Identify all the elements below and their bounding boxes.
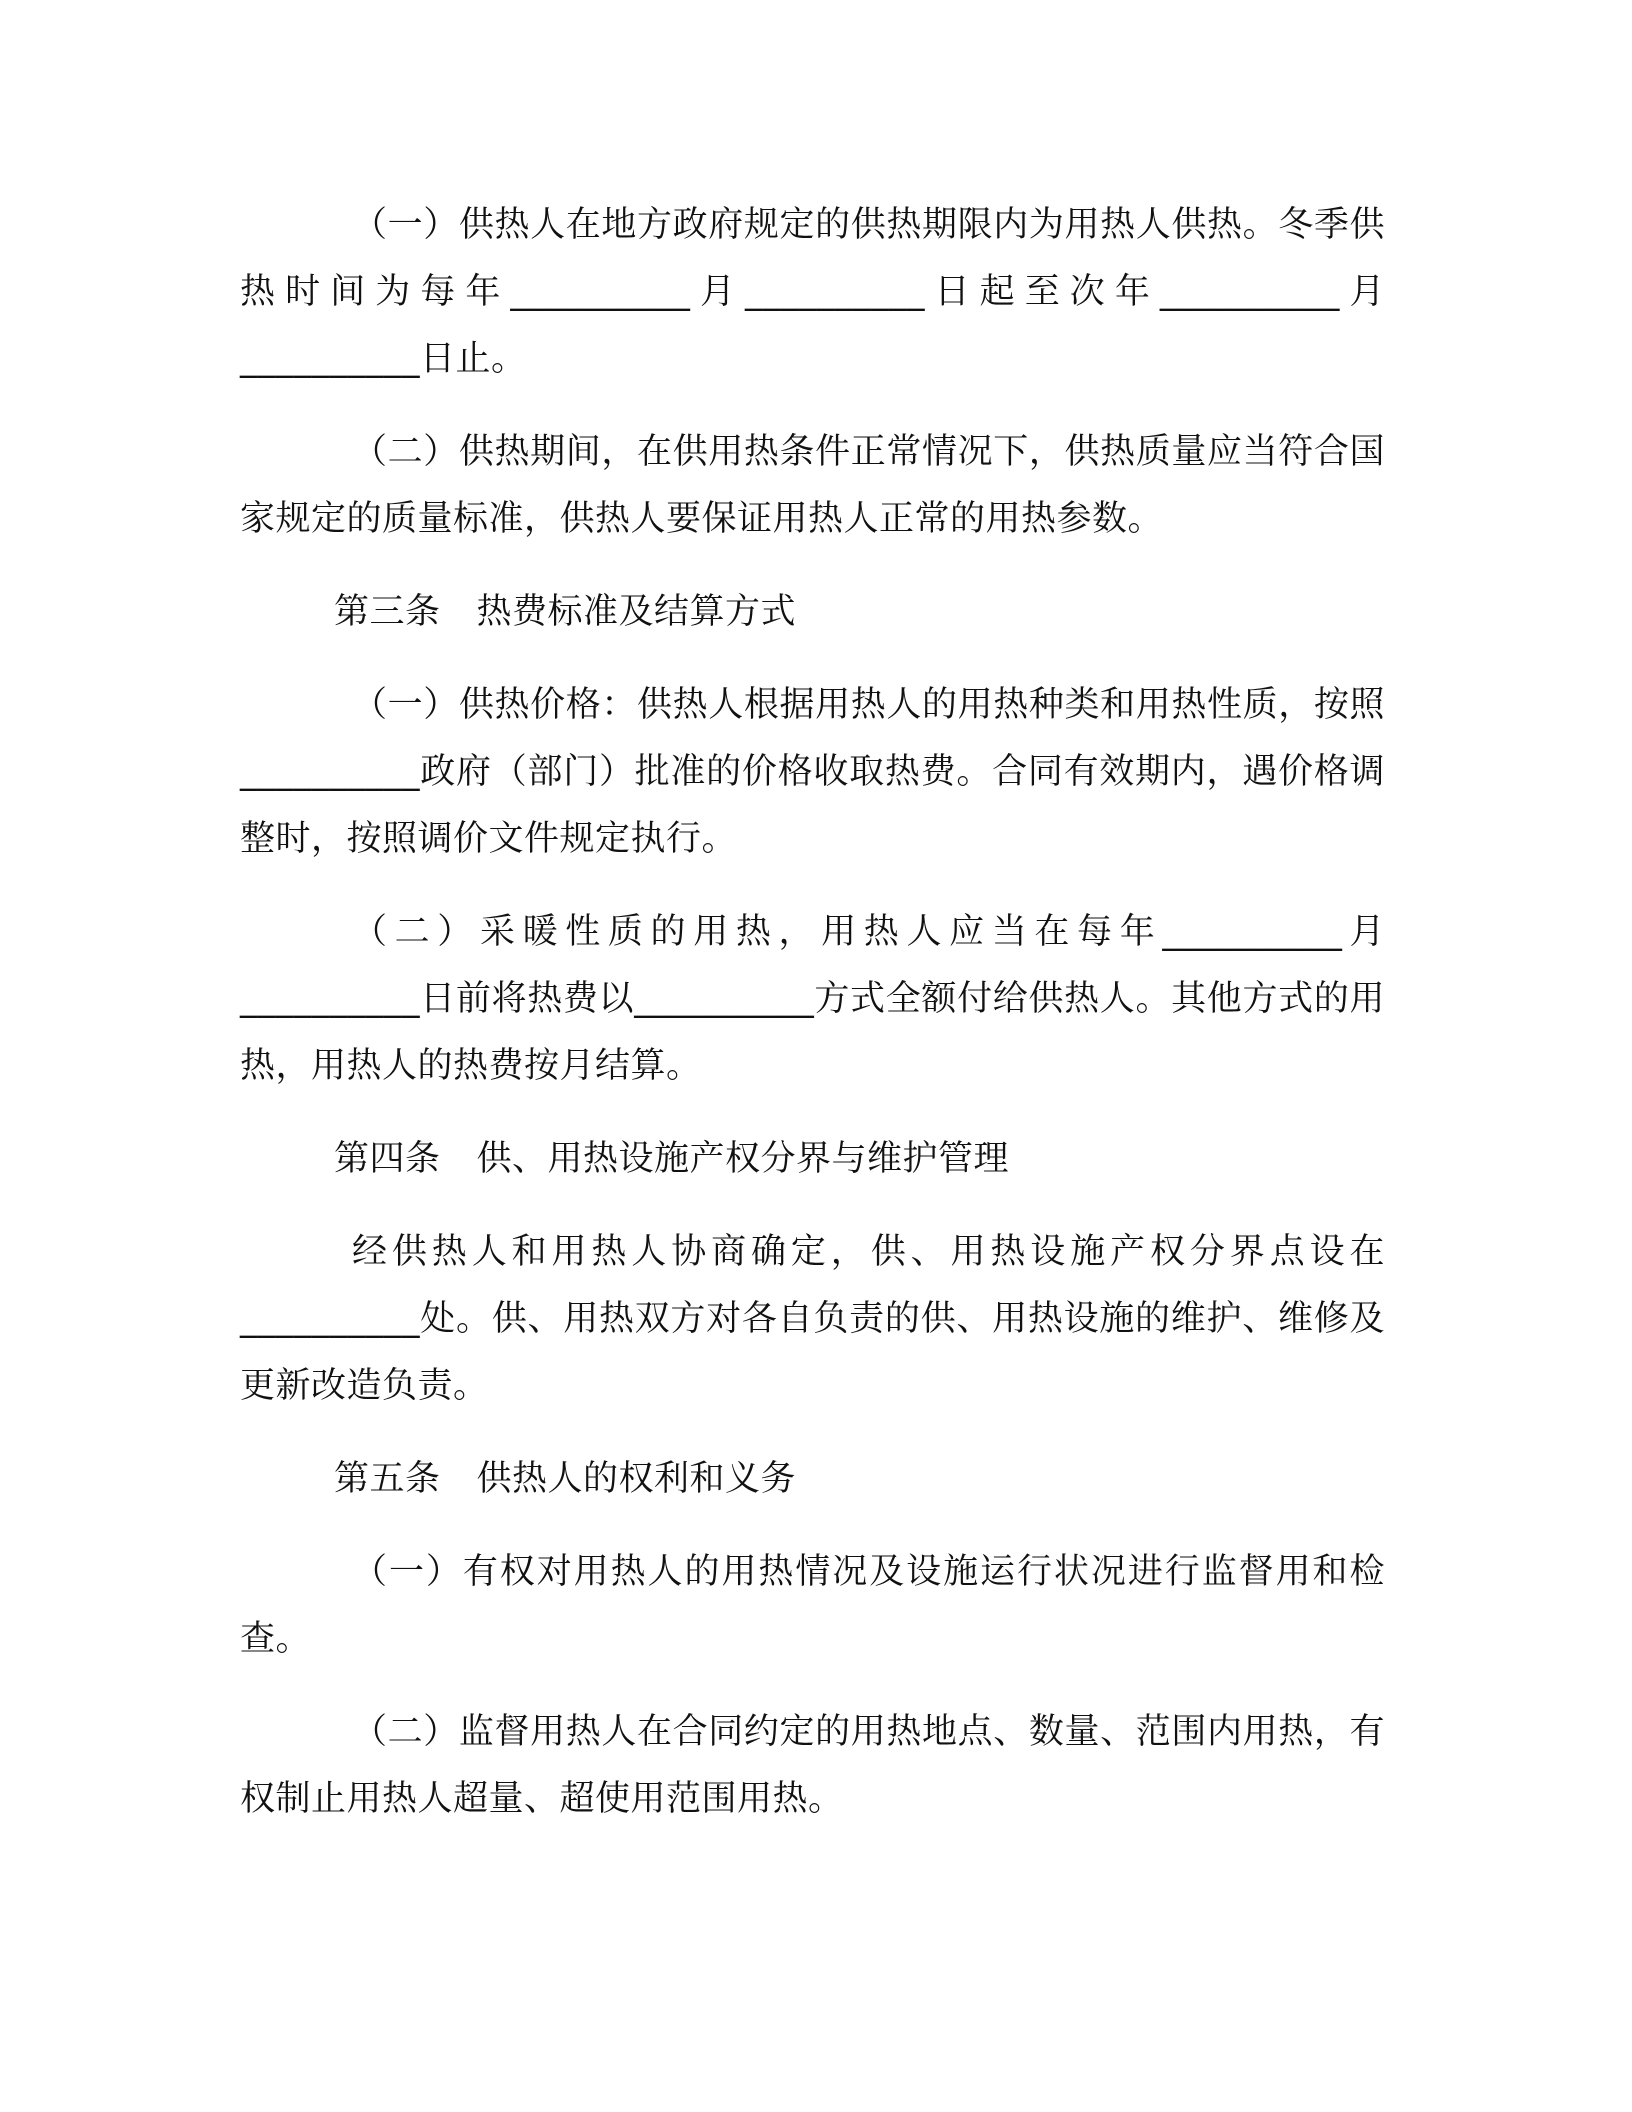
document-body [240, 192, 1385, 1859]
article-number: 第四条 [334, 1139, 441, 1179]
article-title: 供、用热设施产权分界与维护管理 [476, 1139, 1010, 1179]
clause-2-item-2: （二）供热期间，在供用热条件正常情况下，供热质量应当符合国家规定的质量标准，供热人要保证用热人正常的用热参数。 [240, 432, 1385, 539]
article-number: 第三条 [334, 592, 441, 632]
clause-2-item-1: （一）供热人在地方政府规定的供热期限内为用热人供热。冬季供热时间为每年__________月__________日起至次年__________月__________日止。 [240, 205, 1385, 379]
article-title: 热费标准及结算方式 [476, 592, 797, 632]
article-3-heading [240, 579, 1385, 646]
article-title: 供热人的权利和义务 [476, 1459, 797, 1499]
article-4-body: 经供热人和用热人协商确定，供、用热设施产权分界点设在__________处。供、用热双方对各自负责的供、用热设施的维护、维修及更新改造负责。 [240, 1232, 1385, 1406]
article-4-heading [240, 1126, 1385, 1193]
article-5-item-2: （二）监督用热人在合同约定的用热地点、数量、范围内用热，有权制止用热人超量、超使用范围用热。 [240, 1712, 1385, 1819]
article-number: 第五条 [334, 1459, 441, 1499]
article-5-heading [240, 1446, 1385, 1513]
article-5-item-1: （一）有权对用热人的用热情况及设施运行状况进行监督用和检查。 [240, 1552, 1385, 1659]
article-3-item-1: （一）供热价格：供热人根据用热人的用热种类和用热性质，按照__________政府（部门）批准的价格收取热费。合同有效期内，遇价格调整时，按照调价文件规定执行。 [240, 685, 1385, 859]
article-3-item-2: （二）采暖性质的用热，用热人应当在每年__________月__________日前将热费以__________方式全额付给供热人。其他方式的用热，用热人的热费按月结算。 [240, 912, 1385, 1086]
